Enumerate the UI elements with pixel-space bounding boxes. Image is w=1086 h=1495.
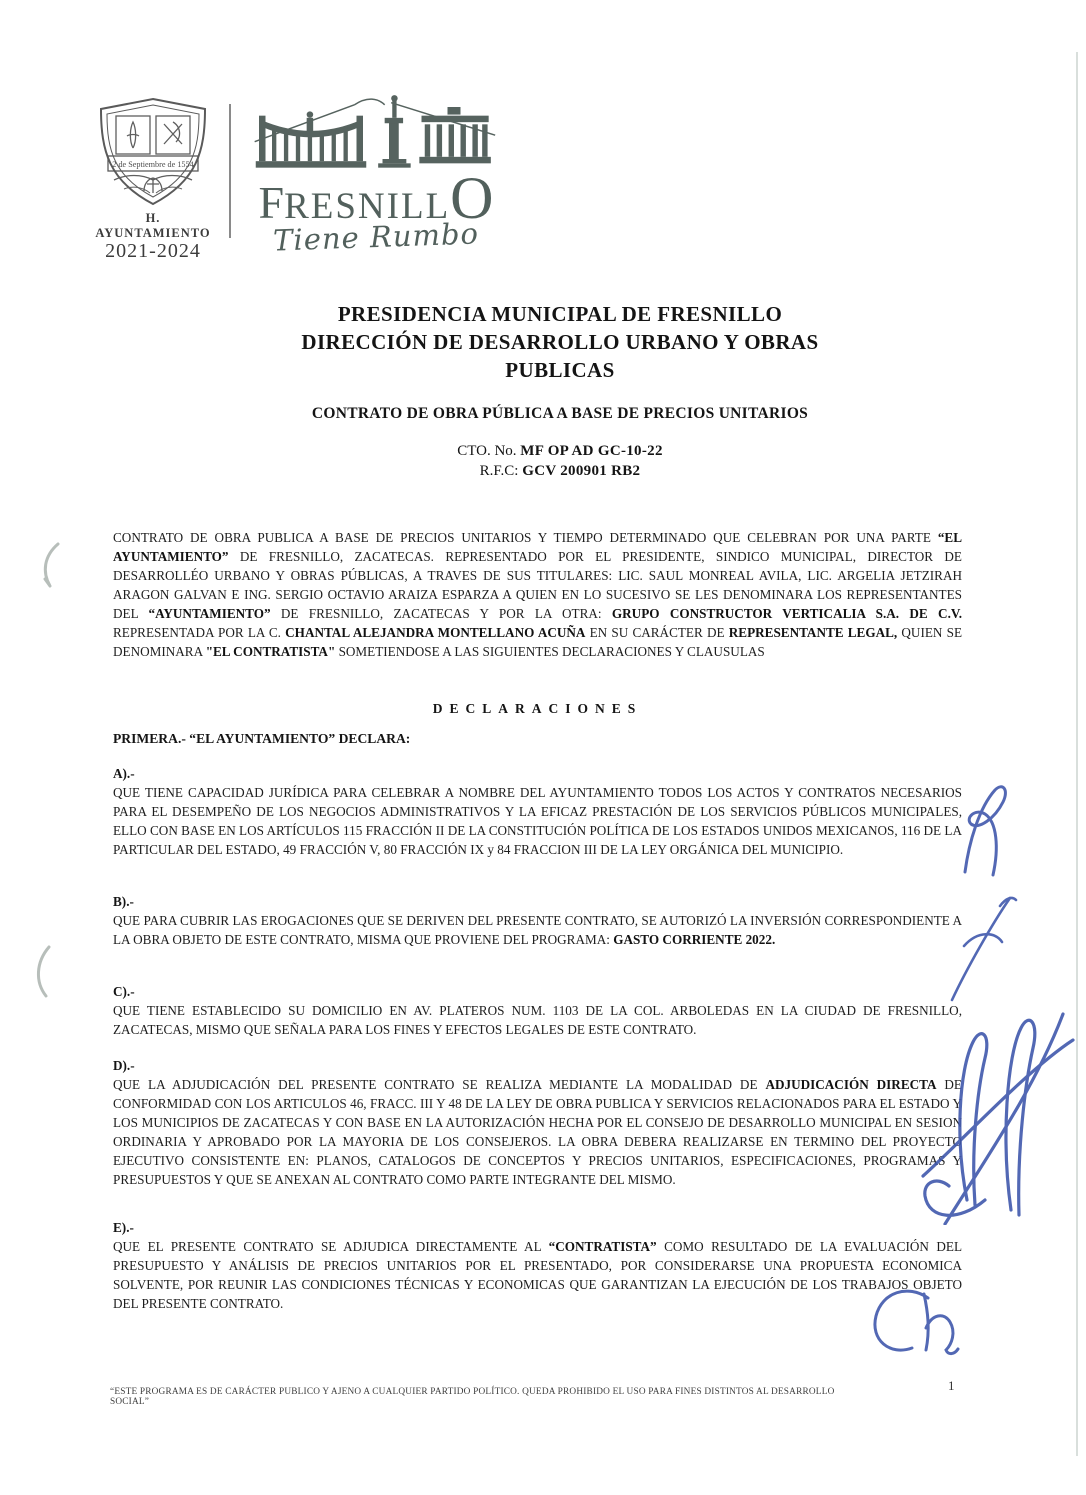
logo-divider bbox=[229, 104, 231, 238]
title-line-3: PUBLICAS bbox=[505, 358, 615, 382]
municipal-seal bbox=[92, 96, 214, 263]
seal-term: 2021-2024 bbox=[105, 240, 201, 262]
clause-e-label: E).- bbox=[113, 1220, 134, 1235]
clause-d-text: QUE LA ADJUDICACIÓN DEL PRESENTE CONTRATO SE REALIZA MEDIANTE LA MODALIDAD DE ADJUDICACIÓN DIRECTA DE CONFORMIDAD CON LOS ARTICULOS 46, FRACC. III Y 48 DE LA LEY DE OBRA PUBLICA Y SERVICIOS RELACIONADOS PARA EL ESTADO Y LOS MUNICIPIOS DE ZACATECAS Y CON BASE EN LA AUTORIZACIÓN HECHA POR EL CONSEJO DE DESARROLLO MUNICIPAL EN SESION ORDINARIA Y APROBADO POR LA MAYORIA DE LOS CONSEJEROS. LA OBRA DEBERA REALIZARSE EN TERMINO DEL PROYECTO EJECUTIVO CONSISTENTE EN: PLANOS, CATALOGOS DE CONCEPTOS Y PRECIOS UNITARIOS, ESPECIFICACIONES, PROGRAMAS Y PRESUPUESTOS Y QUE SE ANEXAN AL CONTRATO COMO PARTE INTEGRANTE DEL MISMO. bbox=[113, 1077, 962, 1187]
title-line-2: DIRECCIÓN DE DESARROLLO URBANO Y OBRAS bbox=[301, 330, 819, 354]
clause-b-text: QUE PARA CUBRIR LAS EROGACIONES QUE SE DERIVEN DEL PRESENTE CONTRATO, SE AUTORIZÓ LA INVERSIÓN CORRESPONDIENTE A LA OBRA OBJETO DE ESTE CONTRATO, MISMA QUE PROVIENE DEL PROGRAMA: GASTO CORRIENTE 2022. bbox=[113, 913, 962, 947]
clause-e bbox=[113, 1218, 962, 1313]
contract-number-line bbox=[60, 441, 1060, 461]
seal-caption: H. AYUNTAMIENTO bbox=[95, 211, 211, 240]
seal-band-text: 2 de Septiembre de 1554 bbox=[112, 160, 194, 169]
wordmark-initial: F bbox=[258, 177, 285, 228]
contract-subtitle: CONTRATO DE OBRA PÚBLICA A BASE DE PRECIOS UNITARIOS bbox=[311, 405, 809, 422]
rfc-label: R.F.C: bbox=[479, 463, 523, 479]
footer-disclaimer: “ESTE PROGRAMA ES DE CARÁCTER PUBLICO Y AJENO A CUALQUIER PARTIDO POLÍTICO. QUEDA PROHIBIDO EL USO PARA FINES DISTINTOS AL DESARROLLO SOCIAL” bbox=[110, 1387, 835, 1407]
municipal-seal-icon bbox=[94, 96, 212, 208]
title-block bbox=[60, 300, 1060, 481]
clause-b-label: B).- bbox=[113, 894, 134, 909]
scan-mark-top-icon bbox=[34, 540, 66, 590]
clause-a-text: QUE TIENE CAPACIDAD JURÍDICA PARA CELEBRAR A NOMBRE DEL AYUNTAMIENTO TODOS LOS ACTOS Y CONTRATOS NECESARIOS PARA EL DESEMPEÑO DE LOS NEGOCIOS ADMINISTRATIVOS Y LA EFICAZ PRESTACIÓN DE LOS SERVICIOS PÚBLICOS MUNICIPALES, ELLO CON BASE EN LOS ARTÍCULOS 115 FRACCIÓN II DE LA CONSTITUCIÓN POLÍTICA DE LOS ESTADOS UNIDOS MEXICANOS, 116 DE LA PARTICULAR DEL ESTADO, 49 FRACCIÓN V, 80 FRACCIÓN IX y 84 FRACCION III DE LA LEY ORGÁNICA DEL MUNICIPIO. bbox=[113, 785, 962, 857]
page-number: 1 bbox=[948, 1378, 955, 1393]
scan-edge-artifact bbox=[1076, 52, 1078, 1456]
rfc-value: GCV 200901 RB2 bbox=[522, 463, 641, 479]
monument-icon bbox=[250, 94, 502, 172]
declaraciones-heading: DECLARACIONES bbox=[432, 701, 643, 716]
clause-d-label: D).- bbox=[113, 1058, 135, 1073]
intro-paragraph: CONTRATO DE OBRA PUBLICA A BASE DE PRECIOS UNITARIOS Y TIEMPO DETERMINADO QUE CELEBRAN POR UNA PARTE “EL AYUNTAMIENTO” DE FRESNILLO, ZACATECAS. REPRESENTADO POR EL PRESIDENTE, SINDICO MUNICIPAL, DIRECTOR DE DESARROLLÉO URBANO Y OBRAS PÚBLICAS, A TRAVES DE SUS TITULARES: LIC. SAUL MONREAL AVILA, LIC. ARGELIA JETZIRAH ARAGON GALVAN E ING. SERGIO OCTAVIO ARAIZA ESPARZA A QUIEN EN LO SUCESIVO SE LES DENOMINARA LOS REPRESENTANTES DEL “AYUNTAMIENTO” DE FRESNILLO, ZACATECAS Y POR LA OTRA: GRUPO CONSTRUCTOR VERTICALIA S.A. DE C.V. REPRESENTADA POR LA C. CHANTAL ALEJANDRA MONTELLANO ACUÑA EN SU CARÁCTER DE REPRESENTANTE LEGAL, QUIEN SE DENOMINARA "EL CONTRATISTA" SOMETIENDOSE A LAS SIGUIENTES DECLARACIONES Y CLAUSULAS bbox=[113, 530, 963, 659]
scan-mark-bottom-icon bbox=[30, 944, 56, 1000]
rfc-line bbox=[60, 461, 1060, 481]
contract-number-label: CTO. No. bbox=[457, 443, 521, 459]
wordmark-terminal: O bbox=[450, 165, 494, 231]
brand-tagline: Tiene Rumbo bbox=[272, 216, 480, 258]
wordmark-mid: RESNILL bbox=[284, 186, 451, 227]
primera-heading: PRIMERA.- “EL AYUNTAMIENTO” DECLARA: bbox=[113, 731, 411, 746]
clause-a-label: A).- bbox=[113, 766, 135, 781]
contract-number-value: MF OP AD GC-10-22 bbox=[520, 443, 663, 459]
title-line-1: PRESIDENCIA MUNICIPAL DE FRESNILLO bbox=[337, 302, 783, 326]
contract-ids bbox=[60, 441, 1060, 481]
clause-a bbox=[113, 764, 962, 859]
clause-c-label: C).- bbox=[113, 984, 135, 999]
clause-c bbox=[113, 982, 962, 1039]
signature-initial-loop-icon bbox=[955, 782, 1025, 877]
clause-d bbox=[113, 1056, 962, 1189]
clause-e-text: QUE EL PRESENTE CONTRATO SE ADJUDICA DIRECTAMENTE AL “CONTRATISTA” COMO RESULTADO DE LA EVALUACIÓN DEL PRESUPUESTO Y ANÁLISIS DE PRECIOS UNITARIOS POR EL PRESENTADO, POR CONSIDERARSE UNA PROPUESTA ECONOMICA SOLVENTE, POR REUNIR LAS CONDICIONES TÉCNICAS Y ECONOMICAS QUE GARANTIZAN LA EJECUCIÓN DE LOS TRABAJOS OBJETO DEL PRESENTE CONTRATO. bbox=[113, 1239, 963, 1311]
clause-b bbox=[113, 892, 962, 949]
fresnillo-logo bbox=[246, 94, 506, 258]
clause-c-text: QUE TIENE ESTABLECIDO SU DOMICILIO EN AV. PLATEROS NUM. 1103 DE LA COL. ARBOLEDAS EN LA CIUDAD DE FRESNILLO, ZACATECAS, MISMO QUE SEÑALA PARA LOS FINES Y EFECTOS LEGALES DE ESTE CONTRATO. bbox=[113, 1003, 962, 1037]
